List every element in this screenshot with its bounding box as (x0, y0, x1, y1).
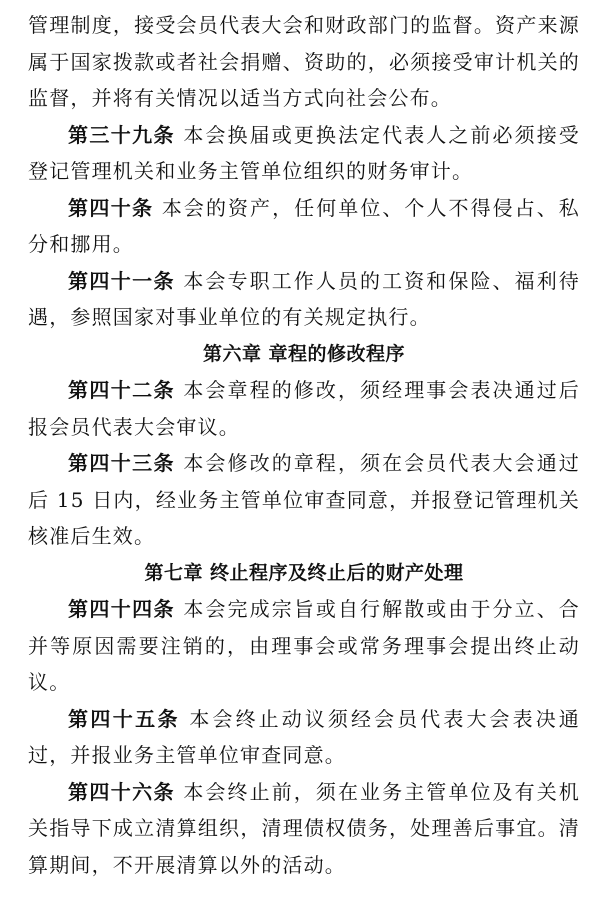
article-title: 第三十九条 (68, 122, 175, 147)
article-title: 第四十一条 (68, 268, 175, 293)
article-41 (28, 263, 580, 336)
article-40 (28, 190, 580, 263)
article-body: 本会专职工作人员的工资和保险、福利待遇，参照国家对事业单位的有关规定执行。 (28, 268, 580, 329)
article-45 (28, 701, 580, 774)
article-42 (28, 372, 580, 445)
chapter-7-heading: 第七章 终止程序及终止后的财产处理 (144, 561, 464, 584)
article-title: 第四十二条 (68, 378, 175, 402)
article-body: 本会章程的修改，须经理事会表决通过后报会员代表大会审议。 (28, 378, 580, 439)
article-body: 本会终止动议须经会员代表大会表决通过，并报业务主管单位审查同意。 (28, 706, 581, 767)
article-44 (28, 591, 580, 701)
article-39 (28, 117, 580, 190)
intro-paragraph: 管理制度，接受会员代表大会和财政部门的监督。资产来源属于国家拨款或者社会捐赠、资助的，必须接受审计机关的监督，并将有关情况以适当方式向社会公布。 (28, 13, 580, 110)
chapter-6-heading: 第六章 章程的修改程序 (202, 342, 406, 365)
article-body: 本会的资产，任何单位、个人不得侵占、私分和挪用。 (28, 195, 581, 256)
article-body: 本会换届或更换法定代表人之前必须接受登记管理机关和业务主管单位组织的财务审计。 (28, 122, 580, 183)
article-body: 本会终止前，须在业务主管单位及有关机关指导下成立清算组织，清理债权债务，处理善后事宜。清算期间，不开展清算以外的活动。 (28, 779, 580, 877)
article-title: 第四十三条 (68, 451, 175, 475)
article-43 (28, 445, 580, 555)
article-title: 第四十六条 (68, 779, 175, 804)
article-title: 第四十五条 (68, 706, 180, 731)
article-46 (28, 774, 580, 884)
article-title: 第四十四条 (68, 597, 175, 621)
article-body: 本会修改的章程，须在会员代表大会通过后 15 日内，经业务主管单位审查同意，并报登记管理机关核准后生效。 (28, 451, 580, 548)
article-body: 本会完成宗旨或自行解散或由于分立、合并等原因需要注销的，由理事会或常务理事会提出终止动议。 (28, 597, 580, 694)
article-title: 第四十条 (68, 195, 154, 220)
